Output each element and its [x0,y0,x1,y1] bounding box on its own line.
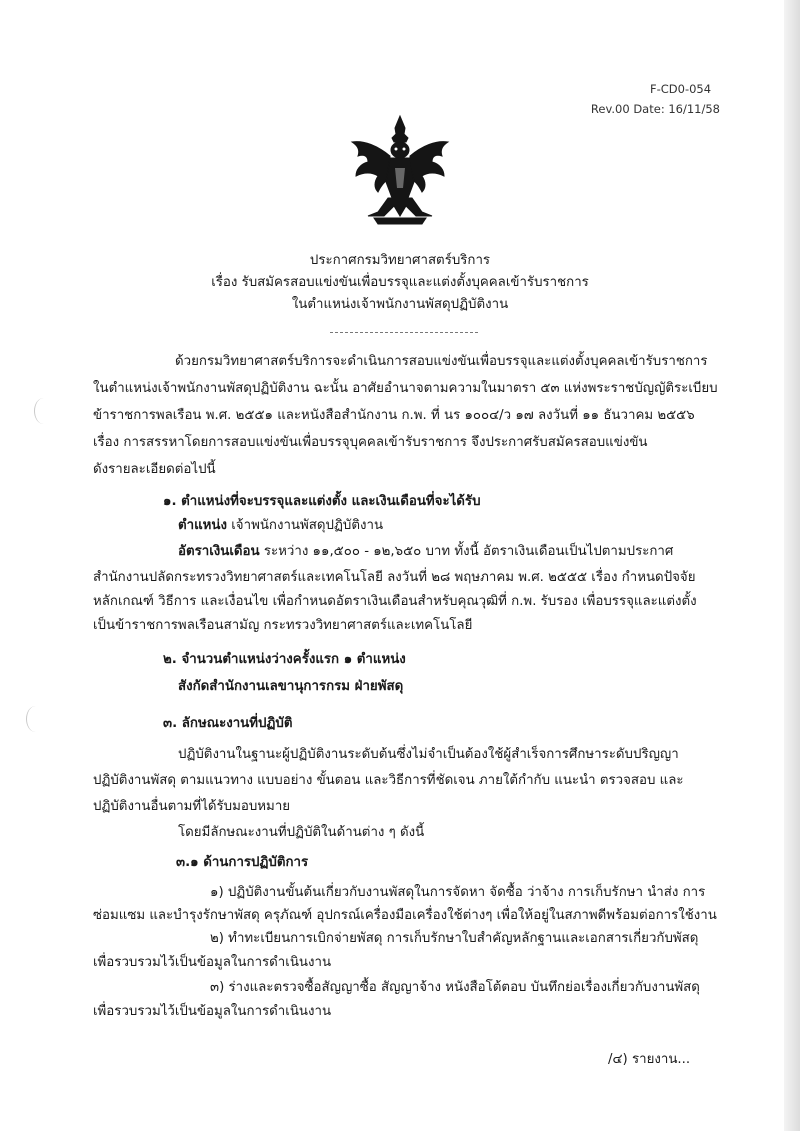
garuda-emblem-icon [338,112,462,236]
form-code: F-CD0-054 [650,82,712,96]
title-line-2: เรื่อง รับสมัครสอบแข่งขันเพื่อบรรจุและแต่งตั้งบุคคลเข้ารับราชการ [211,275,589,290]
salary-text: ระหว่าง ๑๑,๕๐๐ - ๑๒,๖๕๐ บาท ทั้งนี้ อัตราเงินเดือนเป็นไปตามประกาศ [263,544,674,559]
practice-item: ซ่อมแซม และบำรุงรักษาพัสดุ ครุภัณฑ์ อุปกรณ์เครื่องมือเครื่องใช้ต่างๆ เพื่อให้อยู่ในสภาพดีพร้อมต่อการใช้งาน [93,908,717,923]
intro-line: ข้าราชการพลเรือน พ.ศ. ๒๕๕๑ และหนังสือสำนักงาน ก.พ. ที่ นร ๑๐๐๔/ว ๑๗ ลงวันที่ ๑๑ ธันวาคม ๒๕๕๖ [93,408,695,423]
section-3-heading: ๓. ลักษณะงานที่ปฏิบัติ [163,716,293,731]
practice-item: เพื่อรวบรวมไว้เป็นข้อมูลในการดำเนินงาน [93,955,332,970]
section-1-line: เป็นข้าราชการพลเรือนสามัญ กระทรวงวิทยาศาสตร์และเทคโนโลยี [93,618,473,633]
intro-line: ดังรายละเอียดต่อไปนี้ [93,462,216,477]
intro-line: ในตำแหน่งเจ้าพนักงานพัสดุปฏิบัติงาน ฉะนั้น อาศัยอำนาจตามความในมาตรา ๕๓ แห่งพระราชบัญญัติระเบียบ [93,381,718,396]
section-3-by-line: โดยมีลักษณะงานที่ปฏิบัติในด้านต่าง ๆ ดังนี้ [178,825,425,840]
section-3-line: ปฏิบัติงานอื่นตามที่ได้รับมอบหมาย [93,799,291,814]
position-row [178,514,383,535]
practice-item: ๒) ทำทะเบียนการเบิกจ่ายพัสดุ การเก็บรักษาใบสำคัญหลักฐานและเอกสารเกี่ยวกับพัสดุ [210,931,699,946]
practice-item: ๑) ปฏิบัติงานขั้นต้นเกี่ยวกับงานพัสดุในการจัดหา จัดซื้อ ว่าจ้าง การเก็บรักษา นำส่ง การ [210,885,706,900]
position-label: ตำแหน่ง [178,518,228,533]
section-2-heading: ๒. จำนวนตำแหน่งว่างครั้งแรก ๑ ตำแหน่ง [163,652,406,667]
section-1-line: สำนักงานปลัดกระทรวงวิทยาศาสตร์และเทคโนโลยี ลงวันที่ ๒๘ พฤษภาคม พ.ศ. ๒๕๕๕ เรื่อง กำหนดปัจจัย [93,570,696,585]
section-3-line: ปฏิบัติงานในฐานะผู้ปฏิบัติงานระดับต้นซึ่งไม่จำเป็นต้องใช้ผู้สำเร็จการศึกษาระดับปริญญา [178,747,679,762]
revision-date: Rev.00 Date: 16/11/58 [590,102,720,116]
section-1-heading: ๑. ตำแหน่งที่จะบรรจุและแต่งตั้ง และเงินเดือนที่จะได้รับ [163,494,481,509]
page-edge-shadow [784,0,800,1131]
section-3-line: ปฏิบัติงานพัสดุ ตามแนวทาง แบบอย่าง ขั้นตอน และวิธีการที่ชัดเจน ภายใต้กำกับ แนะนำ ตรวจสอบ และ [93,773,684,788]
position-value: เจ้าพนักงานพัสดุปฏิบัติงาน [231,518,384,533]
title-line-3: ในตำแหน่งเจ้าพนักงานพัสดุปฏิบัติงาน [291,297,509,312]
section-2-affiliation: สังกัดสำนักงานเลขานุการกรม ฝ่ายพัสดุ [178,679,404,694]
continuation-marker: /๔) รายงาน... [608,1052,691,1067]
practice-item: ๓) ร่างและตรวจซื้อสัญญาซื้อ สัญญาจ้าง หนังสือโต้ตอบ บันทึกย่อเรื่องเกี่ยวกับงานพัสดุ [210,980,700,995]
section-1-line: หลักเกณฑ์ วิธีการ และเงื่อนไข เพื่อกำหนดอัตราเงินเดือนสำหรับคุณวุฒิที่ ก.พ. รับรอง เพื่อบรรจุและแต่งตั้ง [93,594,697,609]
title-line-1: ประกาศกรมวิทยาศาสตร์บริการ [309,253,491,268]
salary-label: อัตราเงินเดือน [178,544,260,559]
punch-hole-mark [34,398,53,424]
title-divider [330,332,478,333]
salary-row [178,540,673,561]
intro-line: เรื่อง การสรรหาโดยการสอบแข่งขันเพื่อบรรจุบุคคลเข้ารับราชการ จึงประกาศรับสมัครสอบแข่งขัน [93,435,648,450]
punch-hole-mark [26,706,45,732]
intro-line: ด้วยกรมวิทยาศาสตร์บริการจะดำเนินการสอบแข่งขันเพื่อบรรจุและแต่งตั้งบุคคลเข้ารับราชการ [175,354,708,369]
sub-section-3-1-heading: ๓.๑ ด้านการปฏิบัติการ [176,855,309,870]
practice-item: เพื่อรวบรวมไว้เป็นข้อมูลในการดำเนินงาน [93,1004,332,1019]
